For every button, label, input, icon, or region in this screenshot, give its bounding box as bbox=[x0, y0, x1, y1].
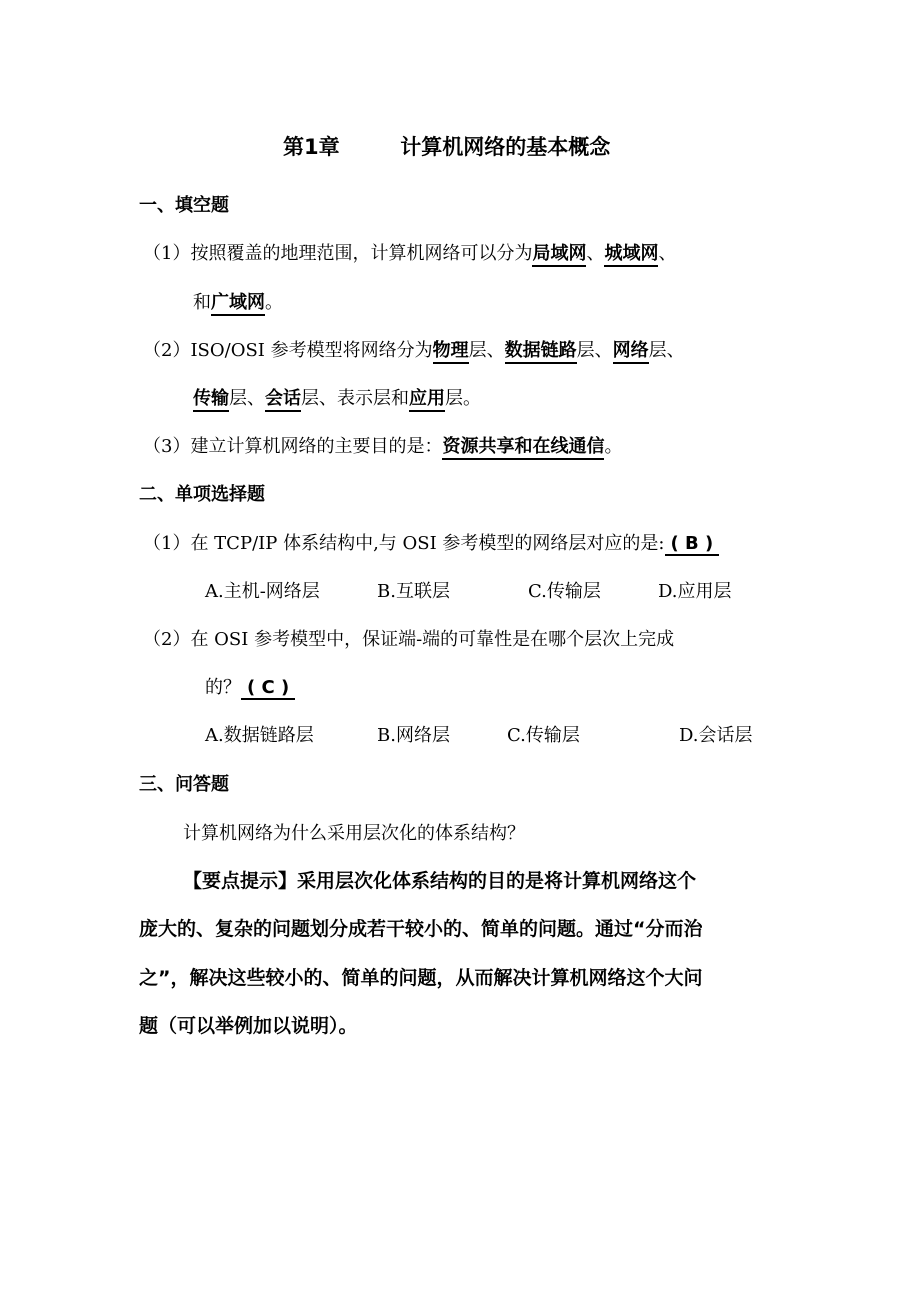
fill-q2-text-6: 层。 bbox=[445, 388, 481, 409]
choice-q2-option-d: D.会话层 bbox=[679, 725, 753, 746]
choice-q2-text2: 的？ bbox=[205, 677, 241, 698]
choice-q1-answer: ( B ) bbox=[665, 533, 720, 556]
fill-q2-answer-2: 数据链路 bbox=[505, 340, 577, 364]
choice-q1-option-c: C.传输层 bbox=[528, 581, 601, 602]
fill-q1-end: 。 bbox=[265, 292, 283, 313]
fill-q2-text-2: 层、 bbox=[576, 340, 613, 361]
fill-q1-answer-2: 城域网 bbox=[604, 243, 658, 267]
fill-q2-answer-3: 网络 bbox=[613, 340, 649, 364]
qa-hint-line-4: 题（可以举例加以说明）。 bbox=[139, 1015, 358, 1037]
fill-q2-prefix: （2）ISO/OSI 参考模型将网络分为 bbox=[143, 340, 433, 361]
choice-q2-answer: ( C ) bbox=[241, 677, 295, 700]
fill-question-2-line1 bbox=[143, 336, 685, 362]
fill-q2-answer-1: 物理 bbox=[433, 340, 469, 364]
fill-q2-text-4: 层、 bbox=[229, 388, 265, 409]
fill-question-1-line1 bbox=[143, 239, 676, 265]
fill-q1-prefix: （1）按照覆盖的地理范围，计算机网络可以分为 bbox=[143, 243, 533, 264]
qa-hint-line-3: 之”，解决这些较小的、简单的问题，从而解决计算机网络这个大问 bbox=[139, 967, 703, 989]
fill-q2-text-3: 层、 bbox=[648, 340, 685, 361]
fill-q3-answer: 资源共享和在线通信 bbox=[442, 436, 604, 460]
qa-hint-line-1: 【要点提示】采用层次化体系结构的目的是将计算机网络这个 bbox=[183, 870, 697, 892]
choice-question-2-line2 bbox=[205, 673, 295, 699]
choice-question-2-line1: （2）在 OSI 参考模型中，保证端-端的可靠性是在哪个层次上完成 bbox=[143, 629, 675, 650]
fill-q2-answer-5: 会话 bbox=[265, 388, 301, 412]
qa-question: 计算机网络为什么采用层次化的体系结构？ bbox=[183, 823, 525, 844]
fill-q1-answer-1: 局域网 bbox=[532, 243, 586, 267]
section-heading-choice: 二、单项选择题 bbox=[139, 484, 265, 505]
fill-q3-prefix: （3）建立计算机网络的主要目的是： bbox=[143, 436, 443, 457]
fill-q2-text-1: 层、 bbox=[468, 340, 505, 361]
choice-q1-option-d: D.应用层 bbox=[658, 581, 732, 602]
chapter-title: 计算机网络的基本概念 bbox=[400, 135, 611, 159]
choice-q1-option-b: B.互联层 bbox=[377, 581, 450, 602]
fill-q2-text-5: 层、表示层和 bbox=[301, 388, 409, 409]
fill-q3-end: 。 bbox=[604, 436, 623, 457]
fill-question-2-line2 bbox=[193, 384, 481, 410]
choice-q2-option-b: B.网络层 bbox=[377, 725, 450, 746]
fill-question-1-line2 bbox=[193, 288, 283, 314]
chapter-number: 第1章 bbox=[283, 135, 340, 159]
fill-q1-sep1: 、 bbox=[586, 243, 605, 264]
section-heading-qa: 三、问答题 bbox=[139, 774, 229, 795]
fill-q1-answer-3: 广域网 bbox=[211, 292, 265, 316]
fill-q2-answer-6: 应用 bbox=[409, 388, 445, 412]
fill-q1-sep2: 、 bbox=[658, 243, 677, 264]
choice-q2-option-c: C.传输层 bbox=[507, 725, 580, 746]
fill-q1-line2-prefix: 和 bbox=[193, 292, 211, 313]
choice-question-1 bbox=[143, 529, 719, 555]
choice-q2-option-a: A.数据链路层 bbox=[205, 725, 314, 746]
page-title bbox=[283, 131, 610, 161]
choice-q1-text: （1）在 TCP/IP 体系结构中,与 OSI 参考模型的网络层对应的是: bbox=[143, 533, 665, 554]
qa-hint-line-2: 庞大的、复杂的问题划分成若干较小的、简单的问题。通过“分而治 bbox=[139, 918, 703, 940]
fill-q2-answer-4: 传输 bbox=[193, 388, 229, 412]
section-heading-fill: 一、填空题 bbox=[139, 195, 229, 216]
choice-q1-option-a: A.主机-网络层 bbox=[205, 581, 320, 602]
fill-question-3 bbox=[143, 432, 622, 458]
